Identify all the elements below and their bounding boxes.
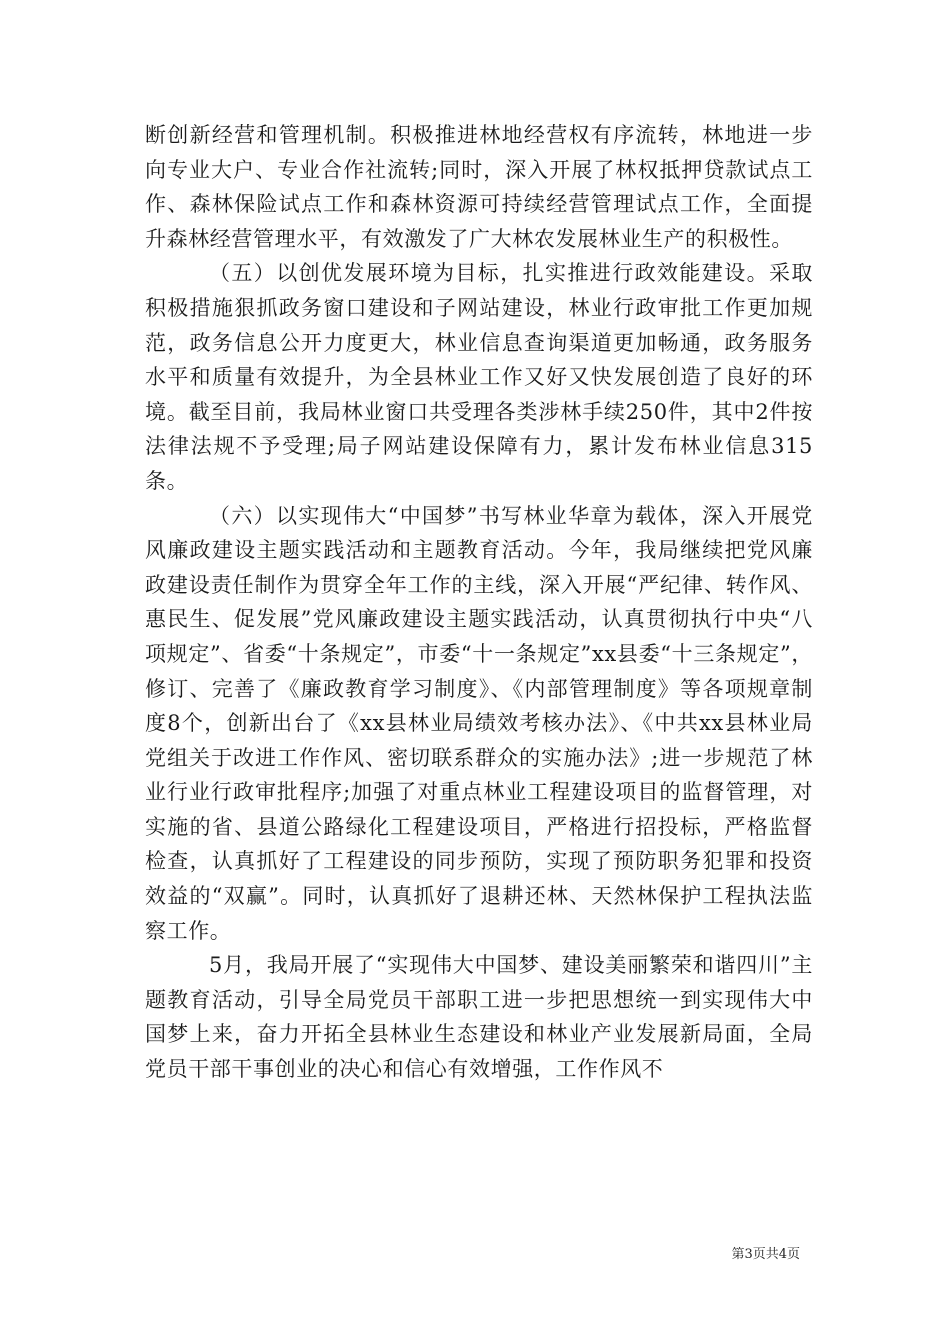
document-body (145, 118, 813, 1087)
paragraph-may-activity: 5月，我局开展了“实现伟大中国梦、建设美丽繁荣和谐四川”主题教育活动，引导全局党员干部职工进一步把思想统一到实现伟大中国梦上来，奋力开拓全县林业生态建设和林业产业发展新局面，全局党员干部干事创业的决心和信心有效增强，工作作风不 (145, 953, 813, 1082)
paragraph-continuation: 断创新经营和管理机制。积极推进林地经营权有序流转，林地进一步向专业大户、专业合作社流转;同时，深入开展了林权抵押贷款试点工作、森林保险试点工作和森林资源可持续经营管理试点工作，全面提升森林经营管理水平，有效激发了广大林农发展林业生产的积极性。 (145, 123, 813, 251)
page-number-footer: 第3页共4页 (731, 1247, 800, 1262)
paragraph-section-6: （六）以实现伟大“中国梦”书写林业华章为载体，深入开展党风廉政建设主题实践活动和主题教育活动。今年，我局继续把党风廉政建设责任制作为贯穿全年工作的主线，深入开展“严纪律、转作风、惠民生、促发展”党风廉政建设主题实践活动，认真贯彻执行中央“八项规定”、省委“十条规定”，市委“十一条规定”xx县委“十三条规定”，修订、完善了《廉政教育学习制度》、《内部管理制度》等各项规章制度8个，创新出台了《xx县林业局绩效考核办法》、《中共xx县林业局党组关于改进工作作风、密切联系群众的实施办法》;进一步规范了林业行业行政审批程序;加强了对重点林业工程建设项目的监督管理，对实施的省、县道公路绿化工程建设项目，严格进行招投标，严格监督检查，认真抓好了工程建设的同步预防，实现了预防职务犯罪和投资效益的“双赢”。同时，认真抓好了退耕还林、天然林保护工程执法监察工作。 (145, 503, 813, 943)
paragraph-section-5: （五）以创优发展环境为目标，扎实推进行政效能建设。采取积极措施狠抓政务窗口建设和子网站建设，林业行政审批工作更加规范，政务信息公开力度更大，林业信息查询渠道更加畅通，政务服务水平和质量有效提升，为全县林业工作又好又快发展创造了良好的环境。截至目前，我局林业窗口共受理各类涉林手续250件，其中2件按法律法规不予受理;局子网站建设保障有力，累计发布林业信息315条。 (145, 261, 813, 493)
